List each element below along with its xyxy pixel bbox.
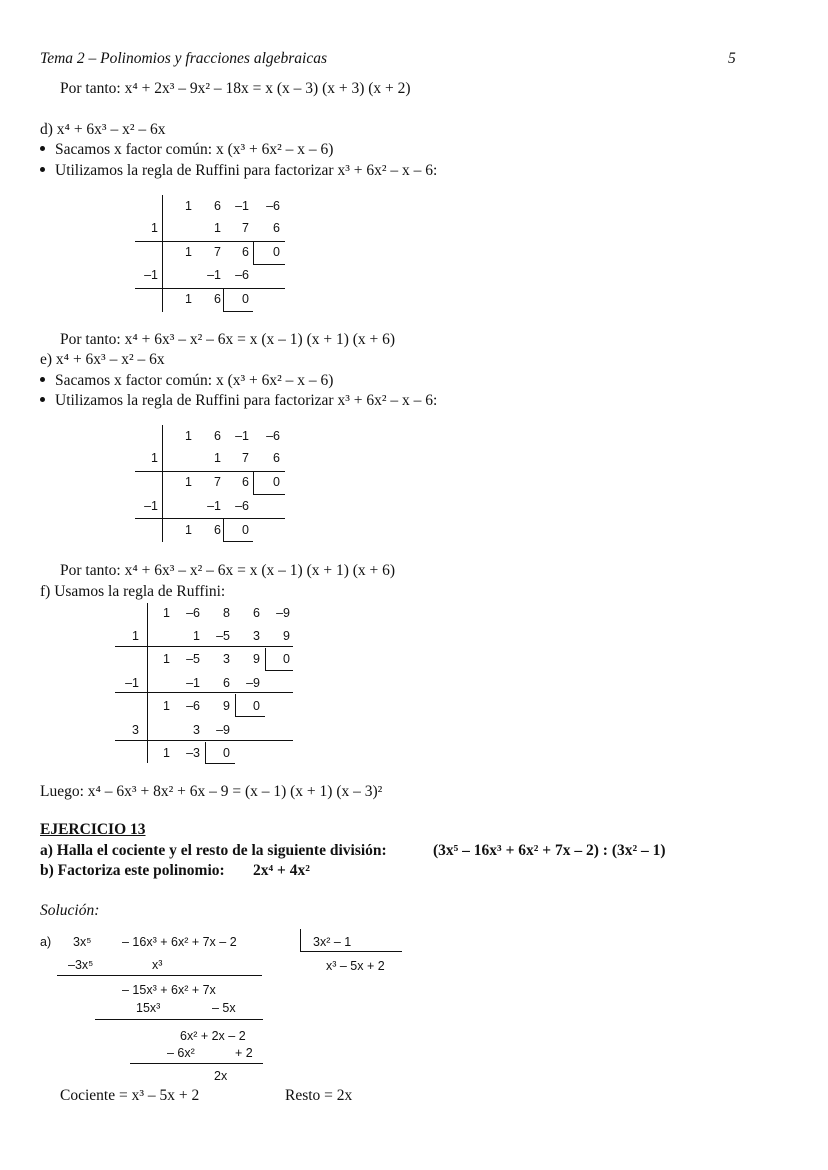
- ruffini-divisor: 1: [151, 221, 158, 235]
- ruffini-cell: 6: [273, 451, 280, 465]
- divisor: 3x² – 1: [313, 935, 352, 949]
- solution-label: Solución:: [40, 902, 100, 919]
- exercise-b-text: b) Factoriza este polinomio:: [40, 862, 225, 879]
- dividend-rest: – 16x³ + 6x² + 7x – 2: [122, 935, 237, 949]
- ruffini-cell: 1: [185, 199, 192, 213]
- d-conclusion: Por tanto: x⁴ + 6x³ – x² – 6x = x (x – 1) (x + 1) (x + 6): [60, 331, 396, 348]
- ruffini-cell: 1: [185, 292, 192, 306]
- bullet-icon: [40, 167, 45, 172]
- d-bullet-1: Sacamos x factor común: x (x³ + 6x² – x – 6): [40, 141, 333, 159]
- ruffini-cell: –1: [235, 199, 249, 213]
- ruffini-cell: –1: [207, 268, 221, 282]
- ruffini-cell: –3: [186, 746, 200, 760]
- ruffini-cell: –6: [235, 499, 249, 513]
- ruffini-divisor: –1: [144, 499, 158, 513]
- ruffini-cell: –5: [216, 629, 230, 643]
- ruffini-cell: 6: [253, 606, 260, 620]
- ruffini-cell: 1: [185, 523, 192, 537]
- dividend-leading: 3x⁵: [73, 935, 92, 949]
- ruffini-cell: –6: [266, 199, 280, 213]
- ruffini-cell: –1: [235, 429, 249, 443]
- quotient: x³ – 5x + 2: [326, 959, 385, 973]
- subtract-2-leading: 15x³: [136, 1001, 161, 1015]
- ruffini-cell: 7: [214, 475, 221, 489]
- subtract-3-rest: + 2: [235, 1046, 253, 1060]
- ruffini-cell: 9: [223, 699, 230, 713]
- ruffini-remainder: 0: [273, 475, 280, 489]
- ruffini-cell: 3: [223, 652, 230, 666]
- ruffini-cell: 8: [223, 606, 230, 620]
- ruffini-cell: –9: [276, 606, 290, 620]
- ruffini-remainder: 0: [242, 523, 249, 537]
- ruffini-cell: 1: [163, 652, 170, 666]
- bullet-icon: [40, 377, 45, 382]
- ruffini-remainder: 0: [253, 699, 260, 713]
- e-bullet-1: Sacamos x factor común: x (x³ + 6x² – x – 6): [40, 372, 333, 390]
- ruffini-remainder: 0: [242, 292, 249, 306]
- remainder-result: Resto = 2x: [285, 1087, 353, 1104]
- ruffini-divisor: 1: [151, 451, 158, 465]
- subtract-1-rest: x³: [152, 958, 163, 972]
- ruffini-cell: 1: [185, 429, 192, 443]
- ruffini-cell: 6: [214, 292, 221, 306]
- ruffini-remainder: 0: [273, 245, 280, 259]
- ruffini-divisor: –1: [125, 676, 139, 690]
- ruffini-cell: 3: [253, 629, 260, 643]
- final-remainder: 2x: [214, 1069, 228, 1083]
- subtract-1-leading: –3x⁵: [68, 958, 94, 972]
- subtract-2-rest: – 5x: [212, 1001, 236, 1015]
- ruffini-cell: 1: [185, 245, 192, 259]
- ruffini-cell: 3: [193, 723, 200, 737]
- bullet-icon: [40, 397, 45, 402]
- remainder-1: – 15x³ + 6x² + 7x: [122, 983, 216, 997]
- exercise-title: EJERCICIO 13: [40, 821, 146, 838]
- ruffini-cell: 7: [242, 221, 249, 235]
- ruffini-cell: –6: [235, 268, 249, 282]
- ruffini-cell: –1: [186, 676, 200, 690]
- d-bullet-2: Utilizamos la regla de Ruffini para factorizar x³ + 6x² – x – 6:: [40, 162, 437, 180]
- ruffini-remainder: 0: [283, 652, 290, 666]
- e-conclusion: Por tanto: x⁴ + 6x³ – x² – 6x = x (x – 1) (x + 1) (x + 6): [60, 562, 396, 579]
- ruffini-cell: 1: [214, 451, 221, 465]
- page-number: 5: [728, 50, 736, 67]
- ruffini-cell: 6: [214, 523, 221, 537]
- e-statement: e) x⁴ + 6x³ – x² – 6x: [40, 351, 165, 368]
- ruffini-cell: 9: [253, 652, 260, 666]
- ruffini-cell: –5: [186, 652, 200, 666]
- ruffini-cell: –6: [186, 699, 200, 713]
- ruffini-cell: 1: [163, 699, 170, 713]
- ruffini-cell: 6: [223, 676, 230, 690]
- ruffini-cell: 6: [242, 475, 249, 489]
- ruffini-divisor: –1: [144, 268, 158, 282]
- ruffini-cell: –9: [216, 723, 230, 737]
- f-conclusion: Luego: x⁴ – 6x³ + 8x² + 6x – 9 = (x – 1) (x + 1) (x – 3)²: [40, 783, 383, 800]
- ruffini-cell: 9: [283, 629, 290, 643]
- ruffini-cell: 6: [214, 429, 221, 443]
- remainder-2: 6x² + 2x – 2: [180, 1029, 246, 1043]
- quotient-result: Cociente = x³ – 5x + 2: [60, 1087, 200, 1104]
- division-label: a): [40, 935, 52, 949]
- ruffini-cell: 1: [185, 475, 192, 489]
- d-statement: d) x⁴ + 6x³ – x² – 6x: [40, 121, 166, 138]
- ruffini-cell: –9: [246, 676, 260, 690]
- ruffini-divisor: 1: [132, 629, 139, 643]
- ruffini-cell: 6: [273, 221, 280, 235]
- bullet-icon: [40, 146, 45, 151]
- ruffini-cell: –1: [207, 499, 221, 513]
- ruffini-cell: 7: [242, 451, 249, 465]
- ruffini-cell: 7: [214, 245, 221, 259]
- f-statement: f) Usamos la regla de Ruffini:: [40, 583, 226, 600]
- exercise-a-text: a) Halla el cociente y el resto de la siguiente división:: [40, 842, 387, 859]
- exercise-a-expression: (3x⁵ – 16x³ + 6x² + 7x – 2) : (3x² – 1): [433, 842, 666, 859]
- ruffini-cell: 1: [163, 606, 170, 620]
- page-title: Tema 2 – Polinomios y fracciones algebraicas: [40, 50, 328, 67]
- e-bullet-2: Utilizamos la regla de Ruffini para factorizar x³ + 6x² – x – 6:: [40, 392, 437, 410]
- ruffini-cell: 6: [242, 245, 249, 259]
- exercise-b-expression: 2x⁴ + 4x²: [253, 862, 310, 879]
- c-conclusion: Por tanto: x⁴ + 2x³ – 9x² – 18x = x (x – 3) (x + 3) (x + 2): [60, 80, 411, 97]
- ruffini-cell: –6: [266, 429, 280, 443]
- ruffini-cell: 1: [193, 629, 200, 643]
- ruffini-remainder: 0: [223, 746, 230, 760]
- ruffini-cell: –6: [186, 606, 200, 620]
- ruffini-cell: 1: [214, 221, 221, 235]
- ruffini-cell: 6: [214, 199, 221, 213]
- ruffini-cell: 1: [163, 746, 170, 760]
- subtract-3-leading: – 6x²: [167, 1046, 195, 1060]
- ruffini-divisor: 3: [132, 723, 139, 737]
